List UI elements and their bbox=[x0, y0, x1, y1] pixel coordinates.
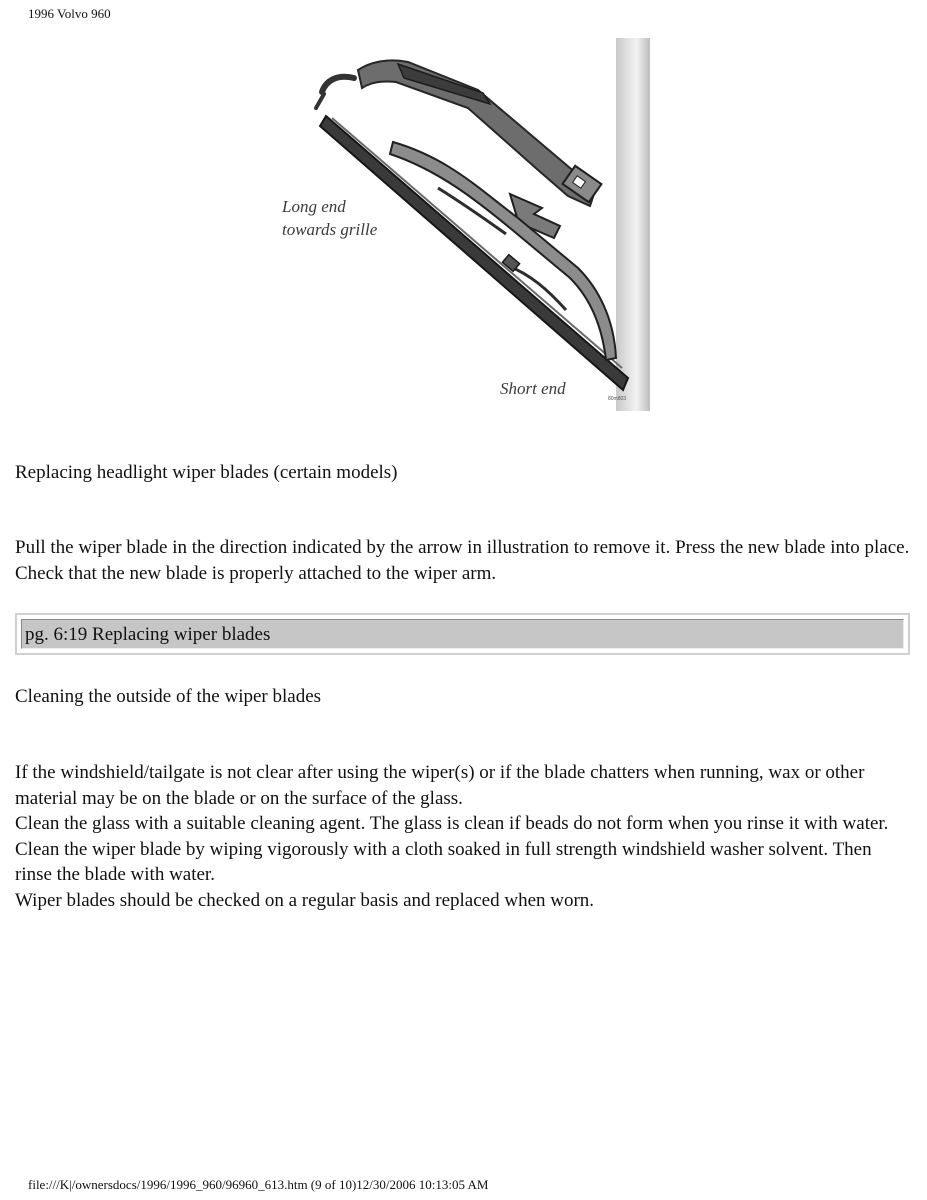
section-header-bar bbox=[15, 613, 910, 655]
paragraph-line: Clean the wiper blade by wiping vigorously with a cloth soaked in full strength windshield washer solvent. Then rinse the blade with water. bbox=[15, 838, 872, 885]
section-paragraph-cleaning bbox=[15, 760, 910, 913]
section-paragraph-headlight-wipers: Pull the wiper blade in the direction indicated by the arrow in illustration to remove it. Press the new blade into place. Check that the new blade is properly attached to the wiper arm. bbox=[15, 537, 910, 584]
paragraph-line: Clean the glass with a suitable cleaning agent. The glass is clean if beads do not form when you rinse it with water. bbox=[15, 813, 889, 834]
paragraph-line: If the windshield/tailgate is not clear after using the wiper(s) or if the blade chatters when running, wax or other material may be on the blade or on the surface of the glass. bbox=[15, 762, 865, 809]
wiper-blade bbox=[320, 116, 628, 390]
document-header-title: 1996 Volvo 960 bbox=[28, 6, 111, 21]
section-caption-headlight-wipers: Replacing headlight wiper blades (certain models) bbox=[15, 462, 398, 483]
label-short-end: Short end bbox=[500, 379, 566, 398]
section-caption-cleaning: Cleaning the outside of the wiper blades bbox=[15, 686, 322, 707]
label-long-end: Long end bbox=[282, 197, 346, 216]
label-towards-grille: towards grille bbox=[282, 220, 378, 239]
paragraph-line: Wiper blades should be checked on a regular basis and replaced when worn. bbox=[15, 889, 595, 911]
document-footer-path: file:///K|/ownersdocs/1996/1996_960/96960_613.htm (9 of 10)12/30/2006 10:13:05 AM bbox=[28, 1177, 489, 1192]
section-header-label: pg. 6:19 Replacing wiper blades bbox=[21, 619, 904, 649]
figure-code: 80m803 bbox=[608, 396, 627, 402]
headlight-edge bbox=[616, 38, 650, 411]
wiper-blade-illustration bbox=[278, 38, 650, 411]
